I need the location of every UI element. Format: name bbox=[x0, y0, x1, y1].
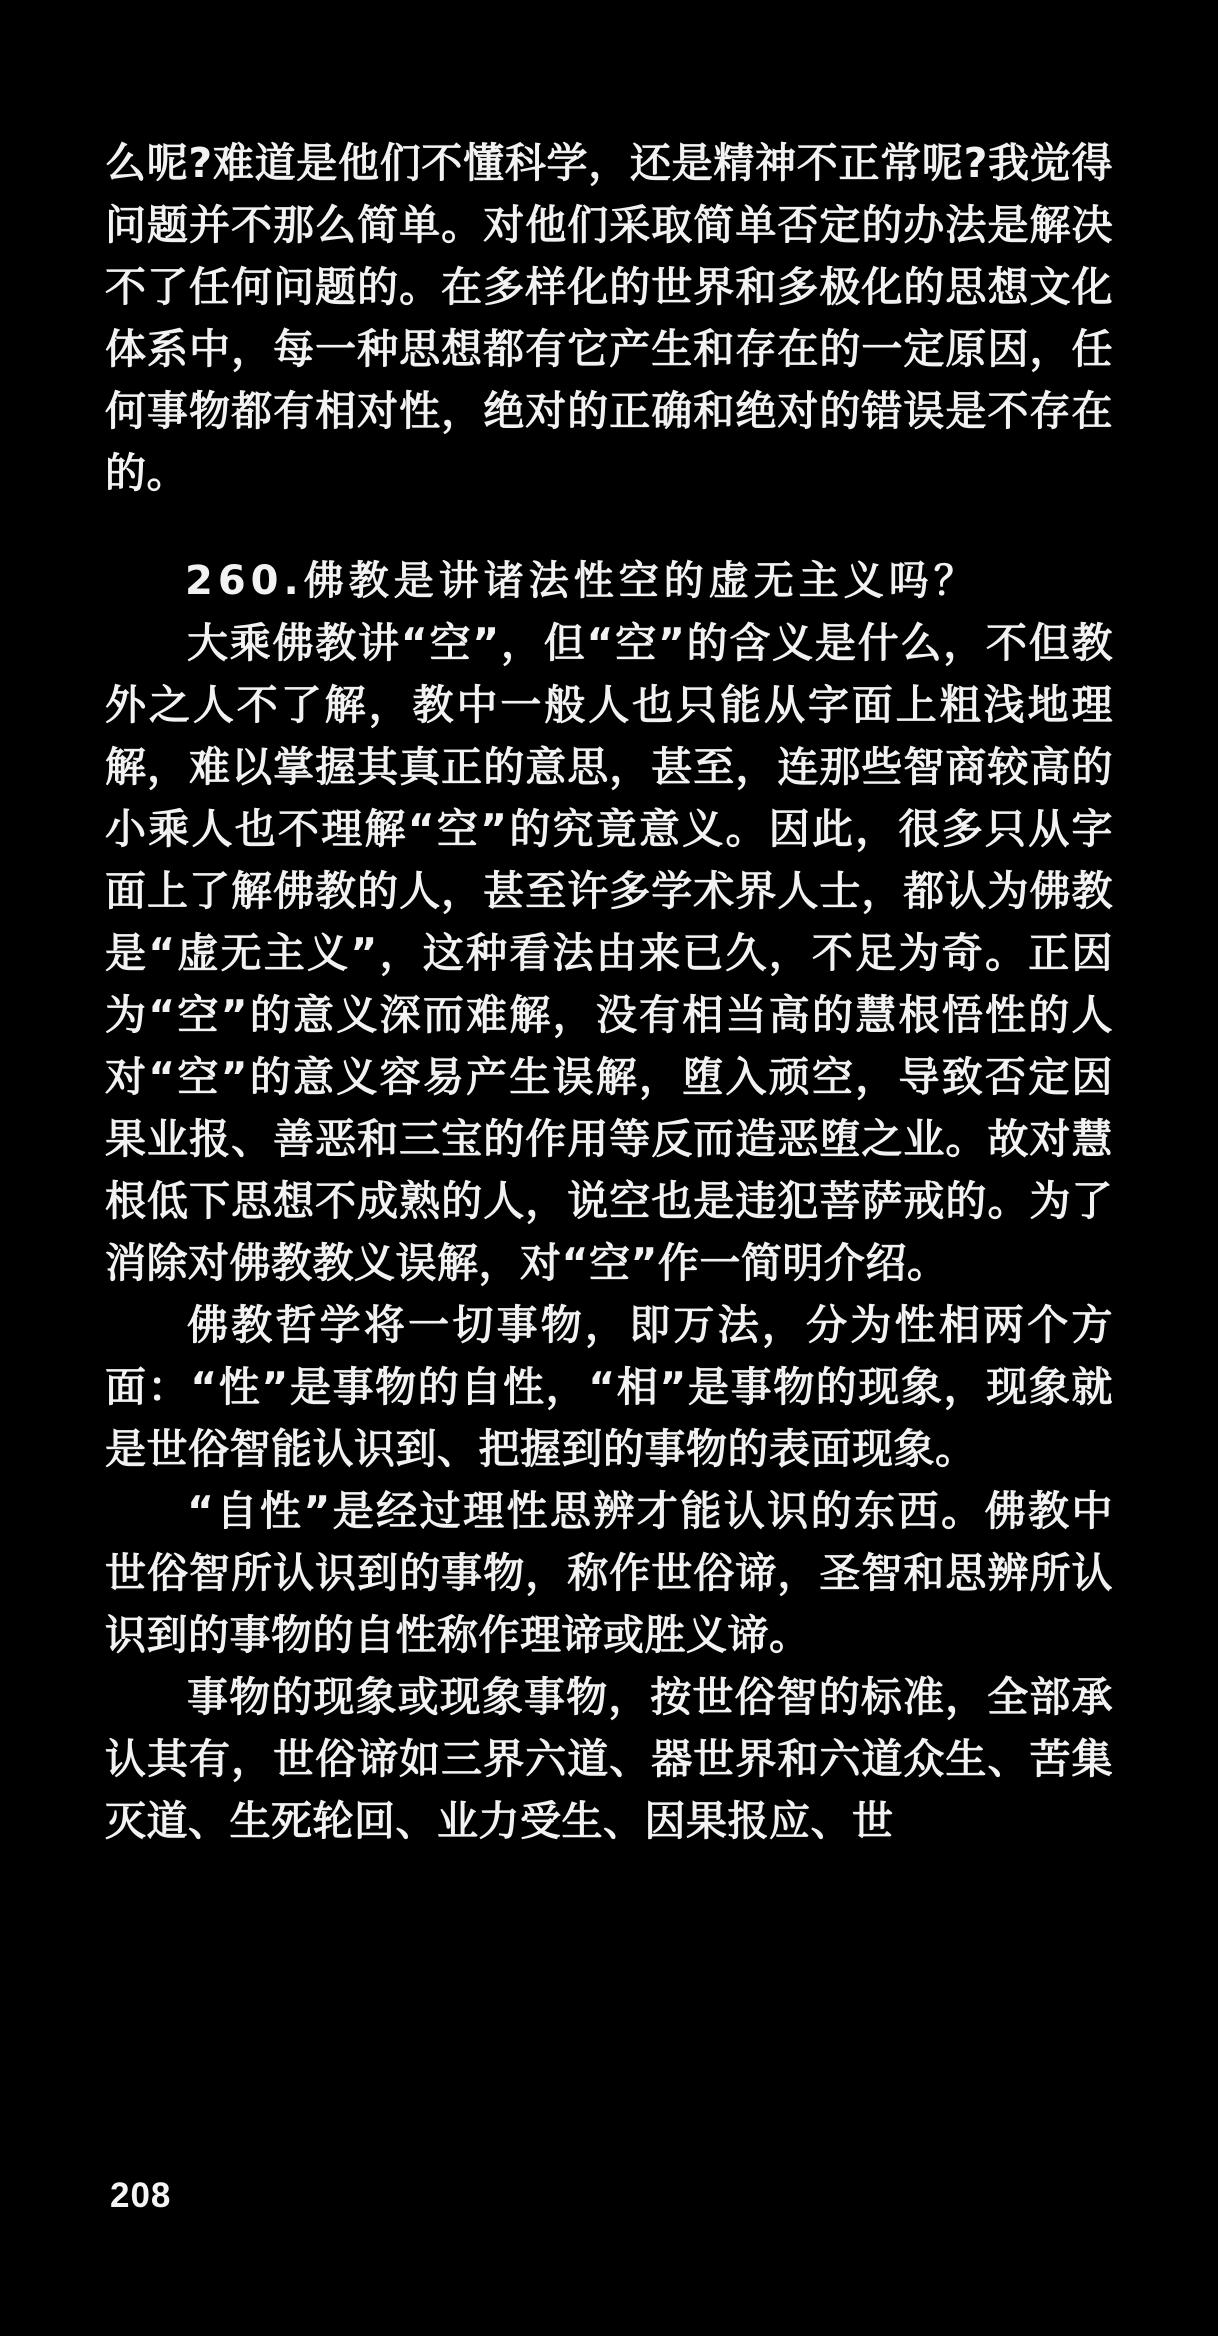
paragraph-1: 大乘佛教讲“空”，但“空”的含义是什么，不但教外之人不了解，教中一般人也只能从字面上粗浅地理解，难以掌握其真正的意思，甚至，连那些智商较高的小乘人也不理解“空”的究竟意义。因此，很多只从字面上了解佛教的人，甚至许多学术界人士，都认为佛教是“虚无主义”，这种看法由来已久，不足为奇。正因为“空”的意义深而难解，没有相当高的慧根悟性的人对“空”的意义容易产生误解，堕入顽空，导致否定因果业报、善恶和三宝的作用等反而造恶堕之业。故对慧根低下思想不成熟的人，说空也是违犯菩萨戒的。为了消除对佛教教义误解，对“空”作一简明介绍。 bbox=[105, 619, 1113, 1287]
section-spacer bbox=[105, 504, 1113, 550]
paragraph-2: 佛教哲学将一切事物，即万法，分为性相两个方面：“性”是事物的自性，“相”是事物的现象，现象就是世俗智能认识到、把握到的事物的表面现象。 bbox=[105, 1301, 1113, 1473]
paragraph-3: “自性”是经过理性思辨才能认识的东西。佛教中世俗智所认识到的事物，称作世俗谛，圣智和思辨所认识到的事物的自性称作理谛或胜义谛。 bbox=[105, 1487, 1113, 1659]
section-heading: 260.佛教是讲诸法性空的虚无主义吗？ bbox=[185, 558, 979, 604]
page-body bbox=[105, 132, 1113, 1852]
page-number: 208 bbox=[110, 2176, 172, 2215]
paragraph-4: 事物的现象或现象事物，按世俗智的标准，全部承认其有，世俗谛如三界六道、器世界和六道众生、苦集灭道、生死轮回、业力受生、因果报应、世 bbox=[105, 1673, 1113, 1845]
paragraph-continued: 么呢?难道是他们不懂科学，还是精神不正常呢?我觉得问题并不那么简单。对他们采取简单否定的办法是解决不了任何问题的。在多样化的世界和多极化的思想文化体系中，每一种思想都有它产生和存在的一定原因，任何事物都有相对性，绝对的正确和绝对的错误是不存在的。 bbox=[105, 139, 1113, 497]
